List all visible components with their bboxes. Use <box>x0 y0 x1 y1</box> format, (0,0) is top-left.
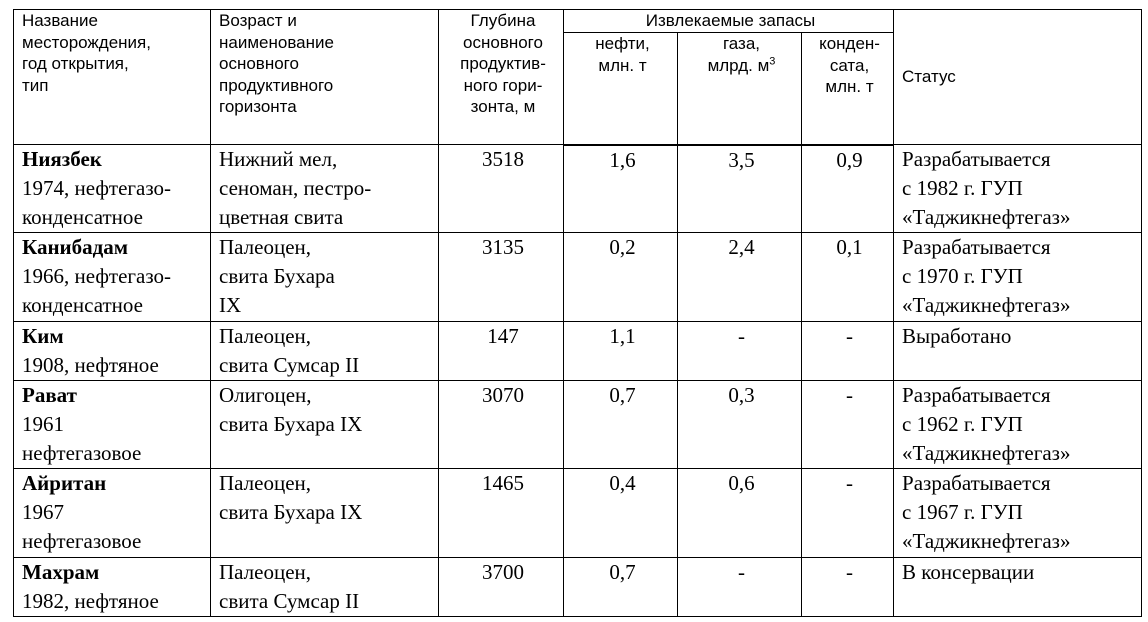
table-row <box>14 381 1142 469</box>
status-value: В консервации <box>894 558 1142 617</box>
field-info: 1908, нефтяное <box>22 353 159 377</box>
oil-value: 0,7 <box>564 558 678 617</box>
field-info: 1974, нефтегазо- конденсатное <box>22 176 172 229</box>
field-info: 1982, нефтяное <box>22 589 159 613</box>
header-gas-superscript: 3 <box>769 54 776 67</box>
header-reserves: Извлекаемые запасы <box>564 10 894 33</box>
gas-value: - <box>678 558 802 617</box>
header-name: Название месторождения, год открытия, тип <box>14 10 211 145</box>
field-name: Ким <box>22 324 64 348</box>
oil-fields-table <box>13 9 1142 617</box>
condensate-value: - <box>802 322 894 381</box>
condensate-value: - <box>802 381 894 469</box>
status-value: Разрабатывается с 1970 г. ГУП «Таджикнефтегаз» <box>894 233 1142 322</box>
horizon-age: Олигоцен, свита Бухара IX <box>211 381 439 469</box>
field-name-cell <box>14 233 211 322</box>
field-info: 1966, нефтегазо- конденсатное <box>22 264 172 317</box>
oil-value: 0,4 <box>564 469 678 558</box>
oil-value: 0,7 <box>564 381 678 469</box>
status-value: Выработано <box>894 322 1142 381</box>
field-name: Айритан <box>22 471 107 495</box>
field-name-cell <box>14 558 211 617</box>
horizon-age: Палеоцен, свита Бухара IX <box>211 233 439 322</box>
table-row <box>14 322 1142 381</box>
oil-value: 1,1 <box>564 322 678 381</box>
horizon-age: Палеоцен, свита Бухара IX <box>211 469 439 558</box>
field-name-cell <box>14 469 211 558</box>
gas-value: 0,3 <box>678 381 802 469</box>
horizon-age: Нижний мел, сеноман, пестро- цветная свита <box>211 145 439 233</box>
header-age: Возраст и наименование основного продуктивного горизонта <box>211 10 439 145</box>
header-gas <box>678 33 802 145</box>
table-row <box>14 233 1142 322</box>
field-name: Махрам <box>22 560 100 584</box>
field-name-cell <box>14 381 211 469</box>
status-value: Разрабатывается с 1962 г. ГУП «Таджикнефтегаз» <box>894 381 1142 469</box>
header-status: Статус <box>894 10 1142 145</box>
gas-value: 3,5 <box>678 145 802 233</box>
condensate-value: 0,1 <box>802 233 894 322</box>
depth-value: 3070 <box>439 381 564 469</box>
oil-value: 0,2 <box>564 233 678 322</box>
depth-value: 1465 <box>439 469 564 558</box>
header-oil: нефти, млн. т <box>564 33 678 145</box>
oil-value: 1,6 <box>564 145 678 233</box>
table-body <box>14 145 1142 617</box>
header-condensate: конден- сата, млн. т <box>802 33 894 145</box>
condensate-value: - <box>802 469 894 558</box>
table-header <box>14 10 1142 145</box>
table-row <box>14 558 1142 617</box>
status-value: Разрабатывается с 1967 г. ГУП «Таджикнефтегаз» <box>894 469 1142 558</box>
gas-value: - <box>678 322 802 381</box>
field-info: 1961 нефтегазовое <box>22 412 142 465</box>
depth-value: 3135 <box>439 233 564 322</box>
field-name: Рават <box>22 383 77 407</box>
table-row <box>14 469 1142 558</box>
condensate-value: 0,9 <box>802 145 894 233</box>
field-name-cell <box>14 145 211 233</box>
table-row <box>14 145 1142 233</box>
depth-value: 147 <box>439 322 564 381</box>
depth-value: 3518 <box>439 145 564 233</box>
horizon-age: Палеоцен, свита Сумсар II <box>211 322 439 381</box>
field-name: Канибадам <box>22 235 129 259</box>
field-info: 1967 нефтегазовое <box>22 500 142 553</box>
header-depth: Глубина основного продуктив- ного гори- зонта, м <box>439 10 564 145</box>
condensate-value: - <box>802 558 894 617</box>
depth-value: 3700 <box>439 558 564 617</box>
gas-value: 2,4 <box>678 233 802 322</box>
field-name: Ниязбек <box>22 147 102 171</box>
status-value: Разрабатывается с 1982 г. ГУП «Таджикнефтегаз» <box>894 145 1142 233</box>
header-gas-label: газа, млрд. м <box>707 34 770 75</box>
gas-value: 0,6 <box>678 469 802 558</box>
field-name-cell <box>14 322 211 381</box>
horizon-age: Палеоцен, свита Сумсар II <box>211 558 439 617</box>
